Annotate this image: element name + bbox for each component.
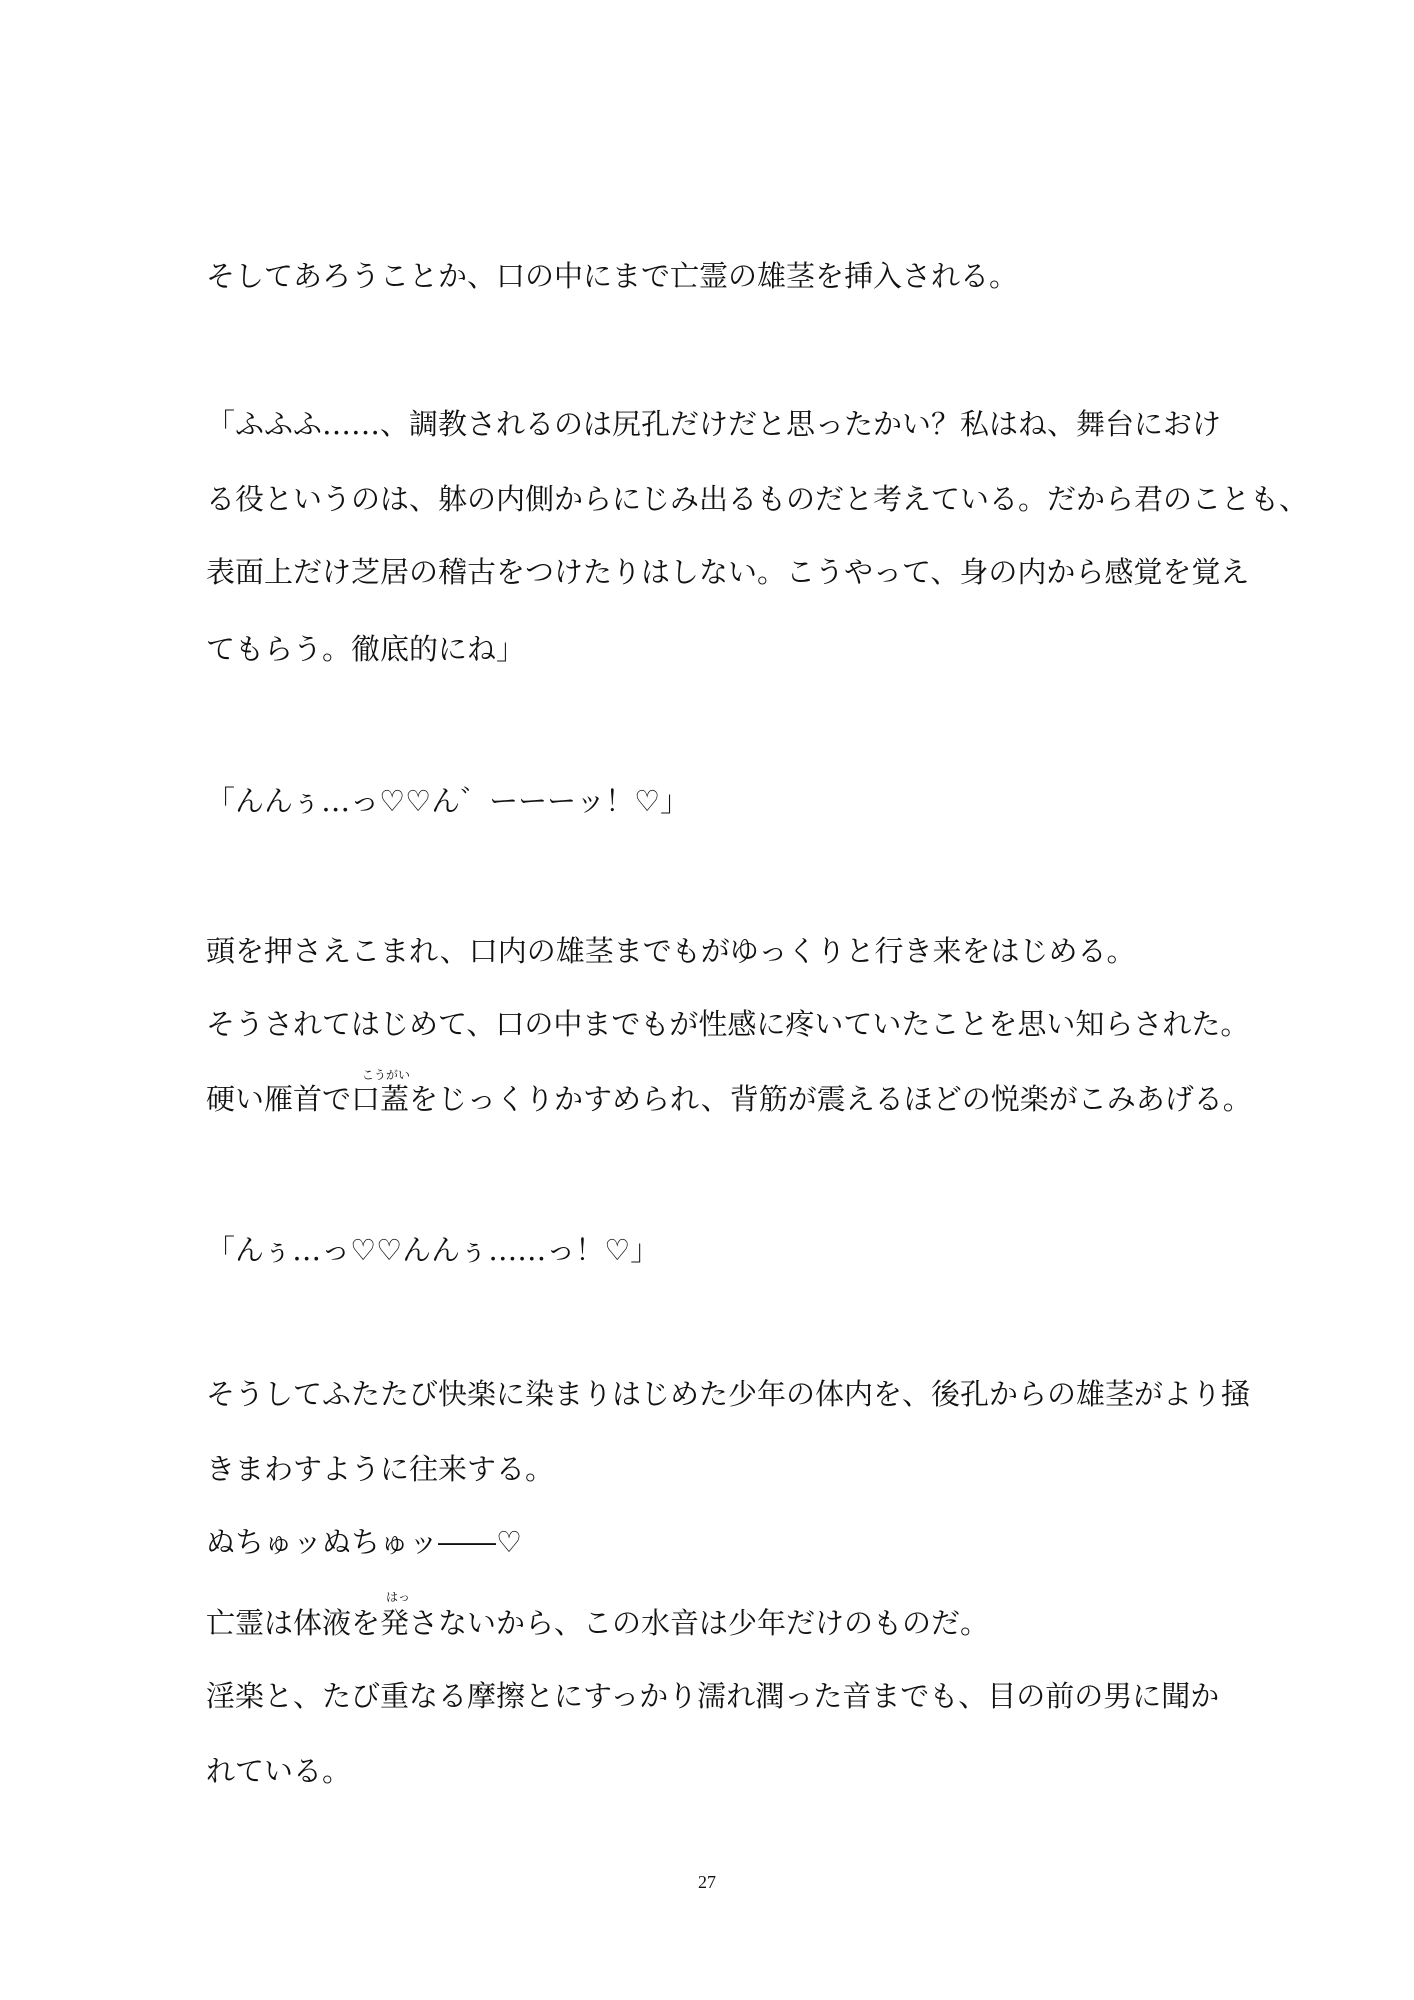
text-line: きまわすように往来する。 — [206, 1452, 555, 1486]
text-line: 「ふふふ……、調教されるのは尻孔だけだと思ったかい？私はね、舞台におけ — [206, 407, 1222, 441]
text-line: 「んぅ…っ♡♡んんぅ……っ！♡」 — [206, 1233, 660, 1267]
text-line: そうしてふたたび快楽に染まりはじめた少年の体内を、後孔からの雄茎がより掻 — [206, 1377, 1251, 1411]
text-line: 「んんぅ…っ♡♡ん゛ーーーッ！♡」 — [206, 784, 690, 818]
ruby-annotation: はっ — [386, 1590, 411, 1604]
page-number: 27 — [698, 1872, 716, 1892]
text-line: れている。 — [206, 1754, 352, 1788]
text-line: 頭を押さえこまれ、口内の雄茎までもがゆっくりと行き来をはじめる。 — [206, 934, 1136, 968]
text-line: そしてあろうことか、口の中にまで亡霊の雄茎を挿入される。 — [206, 259, 1019, 293]
text-line: 硬い雁首で口蓋をじっくりかすめられ、背筋が震えるほどの悦楽がこみあげる。 — [206, 1082, 1252, 1116]
text-line: てもらう。徹底的にね」 — [206, 632, 526, 666]
text-line: 亡霊は体液を発さないから、この水音は少年だけのものだ。 — [206, 1606, 990, 1640]
text-line: る役というのは、躰の内側からにじみ出るものだと考えている。だから君のことも、 — [206, 482, 1309, 516]
text-line: 表面上だけ芝居の稽古をつけたりはしない。こうやって、身の内から感覚を覚え — [206, 555, 1250, 589]
text-line: 淫楽と、たび重なる摩擦とにすっかり濡れ潤った音までも、目の前の男に聞か — [206, 1679, 1220, 1713]
text-line: ぬちゅッぬちゅッ――♡ — [206, 1525, 522, 1559]
text-line: そうされてはじめて、口の中までもが性感に疼いていたことを思い知らされた。 — [206, 1007, 1250, 1041]
ruby-annotation: こうがい — [362, 1068, 411, 1082]
